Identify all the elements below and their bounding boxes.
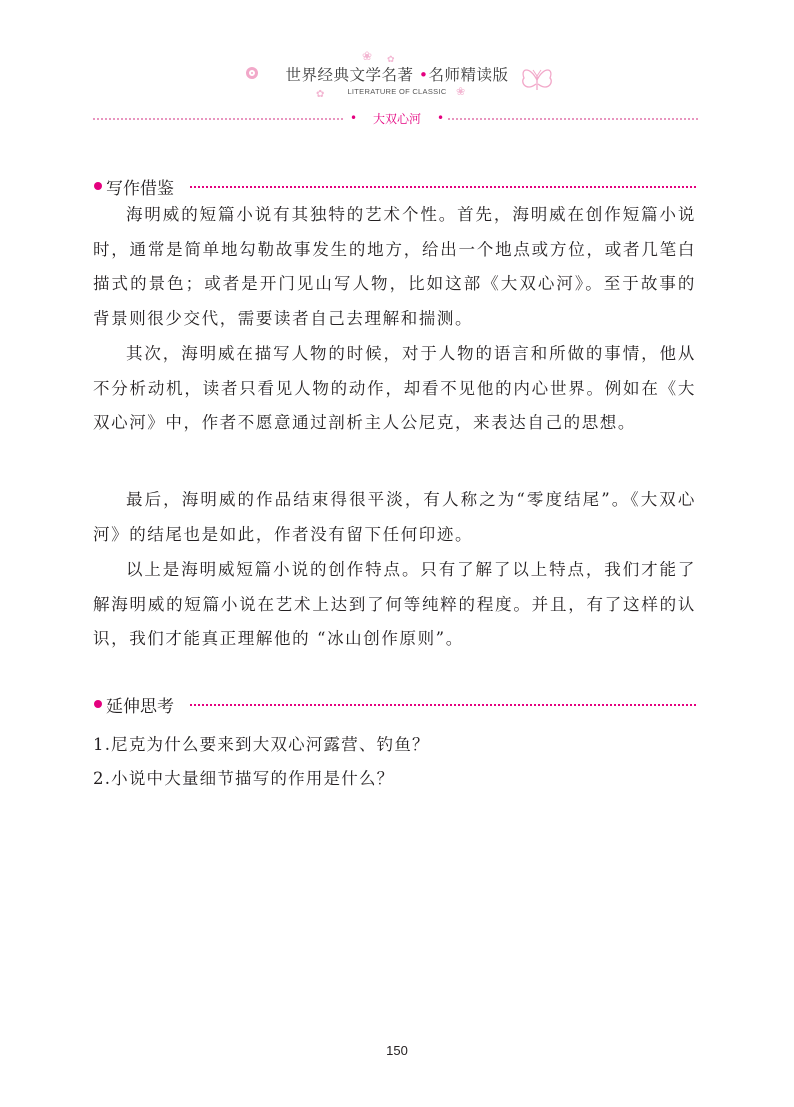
section-heading-writing: 写作借鉴 [106,179,174,199]
paragraph: 以上是海明威短篇小说的创作特点。只有了解了以上特点，我们才能了解海明威的短篇小说在艺术上达到了何等纯粹的程度。并且，有了这样的认识，我们才能真正理解他的 “冰山创作原则”。 [93,560,696,649]
flower-ornament-icon: ❀ [362,49,373,63]
question-item: 2.小说中大量细节描写的作用是什么？ [93,769,395,788]
edition-text: 名师精读版 [428,66,509,84]
series-subtitle: LITERATURE OF CLASSIC [347,87,447,96]
section-bullet-icon [94,700,102,708]
flower-ornament-icon: ✿ [387,55,395,65]
section-heading-thinking: 延伸思考 [106,697,174,717]
paragraph: 最后，海明威的作品结束得很平淡，有人称之为“零度结尾”。《大双心河》的结尾也是如此，作者没有留下任何印迹。 [93,490,696,544]
chapter-tag: 大双心河 [372,112,421,126]
question-item: 1.尼克为什么要来到大双心河露营、钓鱼？ [93,735,430,754]
paragraph: 其次，海明威在描写人物的时候，对于人物的语言和所做的事情，他从不分析动机，读者只看见人物的动作，却看不见他的内心世界。例如在《大双心河》中，作者不愿意通过剖析主人公尼克，来表达自己的思想。 [93,344,696,433]
series-title: 世界经典文学名著 •名师精读版 [285,66,509,84]
series-title-text: 世界经典文学名著 [285,66,414,84]
paragraph: 海明威的短篇小说有其独特的艺术个性。首先，海明威在创作短篇小说时，通常是简单地勾勒故事发生的地方，给出一个地点或方位，或者几笔白描式的景色；或者是开门见山写人物，比如这部《大双心河》。至于故事的背景则很少交代，需要读者自己去理解和揣测。 [93,205,696,328]
tag-bullet-icon: • [437,111,445,125]
flower-ornament-icon: ✿ [316,89,325,100]
flower-ornament-icon: ❀ [456,85,466,98]
tag-bullet-icon: • [350,111,358,125]
page-number: 150 [386,1043,408,1058]
section-bullet-icon [94,182,102,190]
section-dotted-rule [190,186,696,188]
section-dotted-rule [190,704,696,706]
